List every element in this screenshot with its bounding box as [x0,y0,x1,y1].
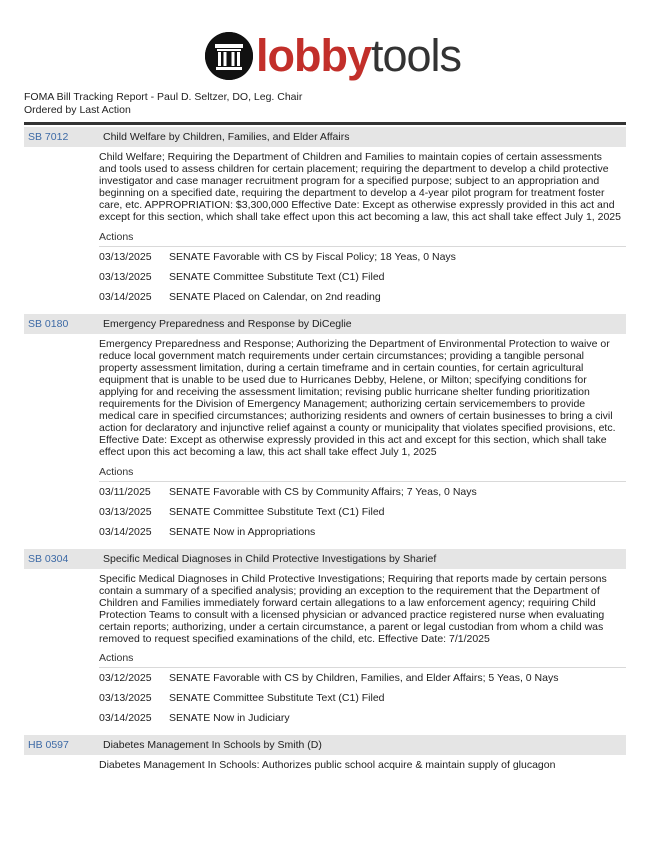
bill-id-link[interactable]: SB 7012 [28,131,69,143]
bill-id-link[interactable]: HB 0597 [28,739,69,752]
bill-description: Emergency Preparedness and Response; Authorizing the Department of Environmental Protection to waive or reduce local government match requirements under certain circumstances; providing a tangible personal property assessment limitation, during a certain timeframe and in certain counties, for certain agricultural equipment that is unable to be used due to Hurricanes Debby, Helene, or Milton; specifying conditions for applying for and receiving the assessment limitation; revising public hurricane shelter funding prioritization requirements for the Division of Emergency Management; authorizing certain servicemembers to provide medical care in specified circumstances; authorizing residents and owners of certain businesses to bring a civil action for declaratory and injunctive relief against a county or municipality that violates specified provisions, etc. Effective Date: Except as otherwise expressly provided in this act and except for this section, which shall take effect upon this act becoming a law, this act shall take effect July 1, 2025 [99,337,616,459]
action-date: 03/12/2025 [99,672,152,685]
actions-heading: Actions [99,230,626,247]
action-text: SENATE Committee Substitute Text (C1) Filed [169,270,385,283]
action-row [99,708,626,728]
action-date: 03/13/2025 [99,270,152,283]
report-title: FOMA Bill Tracking Report - Paul D. Seltzer, DO, Leg. Chair [24,91,303,103]
action-text: SENATE Committee Substitute Text (C1) Filed [169,692,385,705]
bill-header [24,314,626,334]
action-text: SENATE Favorable with CS by Community Affairs; 7 Yeas, 0 Nays [169,485,477,498]
bill-body [99,147,626,313]
bill-header [24,735,626,755]
action-text: SENATE Favorable with CS by Children, Families, and Elder Affairs; 5 Yeas, 0 Nays [169,672,559,685]
bill-title: Emergency Preparedness and Response by DiCeglie [103,317,352,330]
logo-wordmark: lobbytools [256,30,462,81]
report-header [24,91,302,116]
bill-header [24,549,626,569]
action-row [99,287,626,307]
action-text: SENATE Now in Judiciary [169,712,290,725]
bill-id-link[interactable]: SB 0304 [28,552,69,565]
action-date: 03/14/2025 [99,290,152,303]
action-row [99,247,626,267]
action-row [99,267,626,287]
bill-body [99,334,626,548]
action-date: 03/14/2025 [99,525,152,538]
actions-heading: Actions [99,651,626,668]
action-row [99,668,626,688]
action-date: 03/11/2025 [99,485,151,498]
bill-description: Specific Medical Diagnoses in Child Protective Investigations; Requiring that reports made by certain persons contain a summary of a specified analysis; providing an exception to the requirement that the Department of Children and Families immediately forward certain allegations to a law enforcement agency; requiring Child Protection Teams to consult with a licensed physician or advanced practice registered nurse when evaluating certain reports; authorizing, under a certain circumstance, a parent or legal custodian from whom a child was removed to request specified examinations of the child, etc. Effective Date: 7/1/2025 [99,572,607,645]
bill-title: Diabetes Management In Schools by Smith (D) [103,739,322,752]
bill-body [99,569,626,735]
bill-id-link[interactable]: SB 0180 [28,317,69,330]
bill-description: Diabetes Management In Schools: Authorizes public school acquire & maintain supply of glucagon [99,759,556,772]
action-date: 03/13/2025 [99,505,152,518]
action-text: SENATE Favorable with CS by Fiscal Policy; 18 Yeas, 0 Nays [169,250,456,263]
action-text: SENATE Committee Substitute Text (C1) Filed [169,505,385,518]
lobbytools-logo [205,28,462,84]
bill-title: Specific Medical Diagnoses in Child Protective Investigations by Sharief [103,552,437,565]
action-date: 03/13/2025 [99,692,152,705]
report-order: Ordered by Last Action [24,103,131,116]
bill-list [24,126,626,783]
action-date: 03/13/2025 [99,250,152,263]
action-row [99,522,626,542]
action-row [99,482,626,502]
action-date: 03/14/2025 [99,712,152,725]
capitol-columns-icon [205,32,253,80]
action-row [99,688,626,708]
header-divider [24,122,626,125]
bill-header [24,127,626,147]
action-row [99,502,626,522]
bill-body [99,755,626,783]
actions-heading: Actions [99,465,626,482]
bill-description: Child Welfare; Requiring the Department of Children and Families to maintain copies of certain assessments and tools used to assess children for certain placement; requiring the department to develop a child protective investigator and case manager recruitment program for a specified purpose; subject to an appropriation and beginning on a specified date, requiring the department to develop a 4-year pilot program for treatment foster care, etc. APPROPRIATION: $3,300,000 Effective Date: Except as otherwise expressly provided in this act and except for this section, which shall take effect upon this act becoming a law, this act shall take effect July 1, 2025 [99,151,621,224]
bill-title: Child Welfare by Children, Families, and Elder Affairs [103,131,350,143]
action-text: SENATE Now in Appropriations [169,525,316,538]
action-text: SENATE Placed on Calendar, on 2nd reading [169,290,381,303]
